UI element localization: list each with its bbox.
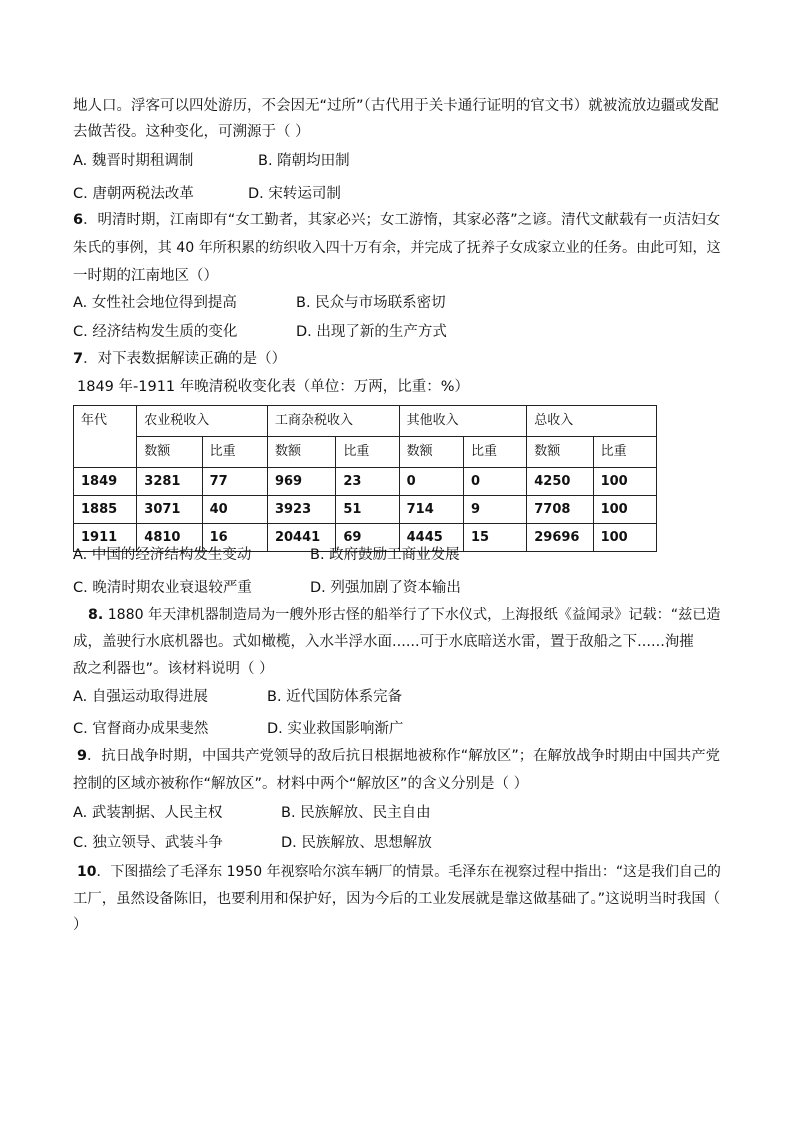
q7-option-b: B. 政府鼓励工商业发展 [310,547,460,563]
q9-stem-line-2: 控制的区域亦被称作“解放区”。材料中两个“解放区”的含义分别是（ ） [73,776,529,792]
subheader-amount: 数额 [527,437,593,468]
subheader-ratio: 比重 [336,437,399,468]
table-cell: 1849 [74,468,137,496]
q8-number: 8. [88,607,104,623]
header-other-income: 其他收入 [399,406,527,437]
q8-option-d: D. 实业救国影响渐广 [267,721,404,737]
q8-option-a: A. 自强运动取得进展 [73,689,208,705]
subheader-amount: 数额 [137,437,202,468]
table-cell: 0 [399,468,463,496]
q10-stem-line-1: 10．下图描绘了毛泽东 1950 年视察哈尔滨车辆厂的情景。毛泽东在视察过程中指出：“这是我们自己的 [77,864,721,880]
q8-stem-line-2: 成，盖驶行水底机器也。式如橄榄，入水半浮水面......可于水底暗送水雷，置于敌船之下......洵摧 [73,634,694,650]
table-cell: 714 [399,496,463,524]
q6-option-a: A. 女性社会地位得到提高 [73,295,237,311]
q9-stem-line-1: 9．抗日战争时期，中国共产党领导的敌后抗日根据地被称作“解放区”；在解放战争时期由中国共产党 [77,748,721,764]
table-cell: 20441 [267,524,335,552]
q7-stem: 7．对下表数据解读正确的是（） [73,351,287,367]
table-cell: 1885 [74,496,137,524]
q9-option-b: B. 民族解放、民主自由 [281,805,431,821]
table-cell: 4445 [399,524,463,552]
q5-option-a: A. 魏晋时期租调制 [73,153,194,169]
q7-option-a: A. 中国的经济结构发生变动 [73,547,252,563]
subheader-amount: 数额 [399,437,463,468]
table-row [74,468,657,496]
q9-option-a: A. 武装割据、人民主权 [73,805,223,821]
table-cell: 7708 [527,496,593,524]
q8-stem-line-3: 敌之利器也”。该材料说明（ ） [73,661,274,677]
table-cell: 100 [593,524,656,552]
table-cell: 51 [336,496,399,524]
table-cell: 29696 [527,524,593,552]
table-cell: 16 [202,524,267,552]
q6-number: 6 [73,212,84,228]
tax-table [73,405,657,552]
table-cell: 15 [463,524,526,552]
q8-option-c: C. 官督商办成果斐然 [73,721,209,737]
table-cell: 40 [202,496,267,524]
q9-option-d: D. 民族解放、思想解放 [281,835,432,851]
q7-number: 7 [73,351,84,367]
table-cell: 4810 [137,524,202,552]
q7-option-d: D. 列强加剧了资本输出 [310,580,461,596]
subheader-amount: 数额 [267,437,335,468]
q9-option-c: C. 独立领导、武装斗争 [73,835,223,851]
q7-option-c: C. 晚清时期农业衰退较严重 [73,580,252,596]
subheader-ratio: 比重 [202,437,267,468]
table-row [74,496,657,524]
table-cell: 3281 [137,468,202,496]
q6-option-d: D. 出现了新的生产方式 [296,324,447,340]
q10-stem-line-2: 工厂，虽然设备陈旧，也要利用和保护好，因为今后的工业发展就是靠这做基础了。”这说明当时我国（ [73,891,721,907]
table-cell: 969 [267,468,335,496]
header-year: 年代 [74,406,137,468]
subheader-ratio: 比重 [463,437,526,468]
table-header-row [74,406,657,437]
table-cell: 4250 [527,468,593,496]
q6-stem-line-1: 6．明清时期，江南即有“女工勤者，其家必兴；女工游惰，其家必落”之谚。清代文献载有一贞洁妇女 [73,212,721,228]
table-cell: 23 [336,468,399,496]
header-commerce-tax: 工商杂税收入 [267,406,399,437]
q6-stem-line-3: 一时期的江南地区（） [73,268,218,284]
header-agri-tax: 农业税收入 [137,406,268,437]
table-cell: 77 [202,468,267,496]
table-cell: 100 [593,496,656,524]
q5-stem-line-1: 地人口。浮客可以四处游历，不会因无“过所”（古代用于关卡通行证明的官文书）就被流放边疆或发配 [73,98,719,114]
table-cell: 69 [336,524,399,552]
q8-stem-line-1: 8. 1880 年天津机器制造局为一艘外形古怪的船举行了下水仪式，上海报纸《益闻录》记载：“兹已造 [88,607,721,623]
q5-option-d: D. 宋转运司制 [248,186,341,202]
table-cell: 1911 [74,524,137,552]
header-total-income: 总收入 [527,406,657,437]
subheader-ratio: 比重 [593,437,656,468]
table-cell: 9 [463,496,526,524]
table-cell: 0 [463,468,526,496]
q5-stem-line-2: 去做苦役。这种变化，可溯源于（ ） [73,124,310,140]
q10-stem-line-3: ） [73,917,88,933]
q6-option-b: B. 民众与市场联系密切 [296,295,446,311]
q5-option-b: B. 隋朝均田制 [258,153,350,169]
table-cell: 3071 [137,496,202,524]
q9-number: 9 [77,748,88,764]
table-subheader-row [74,437,657,468]
q10-number: 10 [77,864,97,880]
q8-option-b: B. 近代国防体系完备 [267,689,403,705]
q7-table-title: 1849 年-1911 年晚清税收变化表（单位：万两，比重：%） [77,379,470,395]
q6-stem-line-2: 朱氏的事例，其 40 年所积累的纺织收入四十万有余，并完成了抚养子女成家立业的任务。由此可知，这 [73,240,721,256]
table-cell: 3923 [267,496,335,524]
q5-option-c: C. 唐朝两税法改革 [73,186,194,202]
table-cell: 100 [593,468,656,496]
q6-option-c: C. 经济结构发生质的变化 [73,324,238,340]
